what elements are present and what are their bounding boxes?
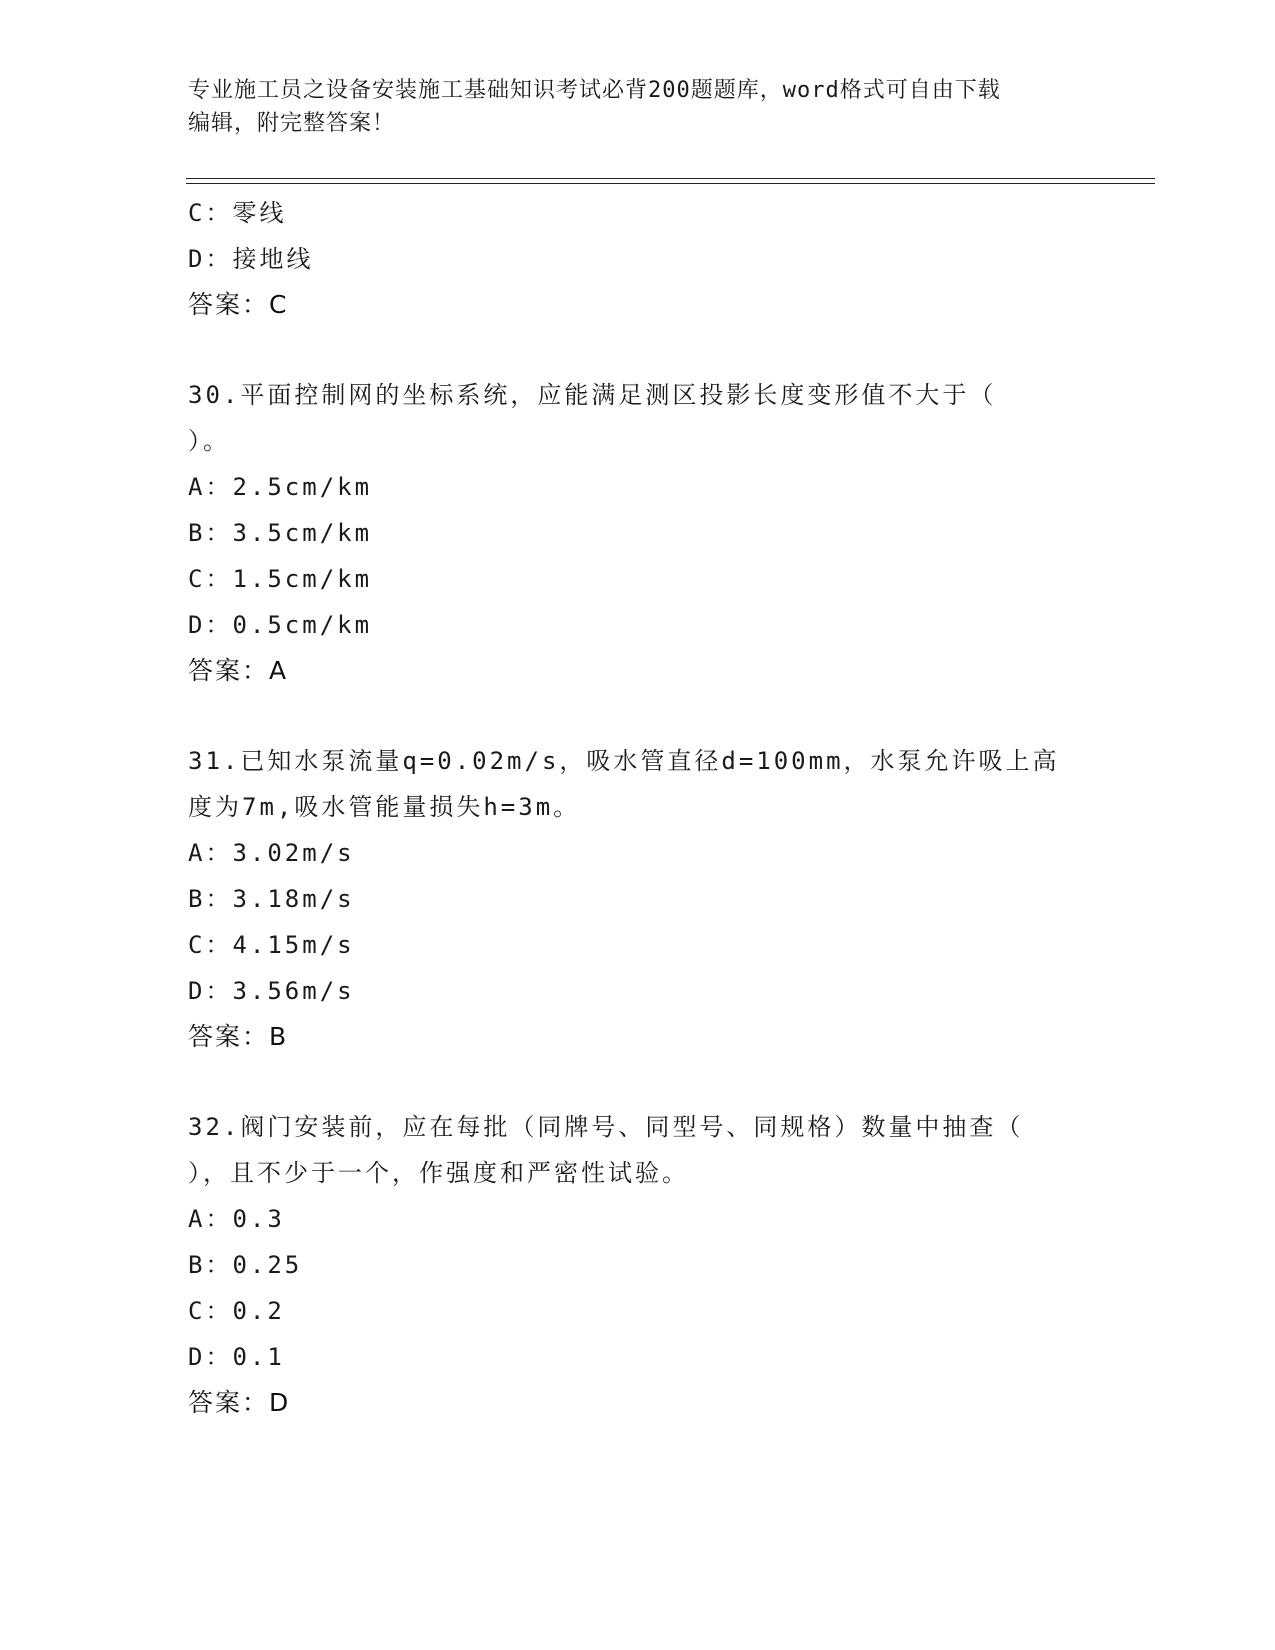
question-stem-line-1: 31.已知水泵流量q=0.02m/s，吸水管直径d=100mm，水泵允许吸上高 xyxy=(188,747,1060,775)
question-stem-line-2: ）。 xyxy=(188,427,230,455)
answer-label: 答案：A xyxy=(188,656,289,685)
option-d: D：0.1 xyxy=(188,1343,285,1371)
question-31 xyxy=(188,738,1088,1060)
option-a: A：3.02m/s xyxy=(188,839,355,867)
header-title-line-2: 编辑，附完整答案！ xyxy=(188,111,396,136)
option-b: B：3.5cm/km xyxy=(188,519,373,547)
header-divider-bottom xyxy=(186,183,1155,184)
question-spacer xyxy=(188,1060,1088,1104)
header-divider-top xyxy=(186,178,1155,179)
option-a: A：0.3 xyxy=(188,1205,285,1233)
question-stem-line-2: ），且不少于一个，作强度和严密性试验。 xyxy=(188,1159,689,1187)
option-d: D：0.5cm/km xyxy=(188,611,373,639)
question-spacer xyxy=(188,694,1088,738)
option-c: C：4.15m/s xyxy=(188,931,355,959)
document-header xyxy=(188,74,1068,140)
question-32 xyxy=(188,1104,1088,1426)
question-30 xyxy=(188,372,1088,694)
answer-label: 答案：C xyxy=(188,290,289,319)
option-b: B：0.25 xyxy=(188,1251,303,1279)
question-29 xyxy=(188,190,1088,328)
option-b: B：3.18m/s xyxy=(188,885,355,913)
option-c: C：零线 xyxy=(188,199,287,227)
option-c: C：0.2 xyxy=(188,1297,285,1325)
question-spacer xyxy=(188,328,1088,372)
option-c: C：1.5cm/km xyxy=(188,565,373,593)
header-title-line-1: 专业施工员之设备安装施工基础知识考试必背200题题库，word格式可自由下载 xyxy=(188,78,1001,103)
question-stem-line-2: 度为7m,吸水管能量损失h=3m。 xyxy=(188,793,581,821)
option-d: D：接地线 xyxy=(188,245,314,273)
question-stem-line-1: 32.阀门安装前，应在每批（同牌号、同型号、同规格）数量中抽查（ xyxy=(188,1113,1024,1141)
option-d: D：3.56m/s xyxy=(188,977,355,1005)
question-stem-line-1: 30.平面控制网的坐标系统，应能满足测区投影长度变形值不大于（ xyxy=(188,381,997,409)
answer-label: 答案：D xyxy=(188,1388,291,1417)
option-a: A：2.5cm/km xyxy=(188,473,373,501)
question-list xyxy=(188,190,1088,1426)
answer-label: 答案：B xyxy=(188,1022,289,1051)
